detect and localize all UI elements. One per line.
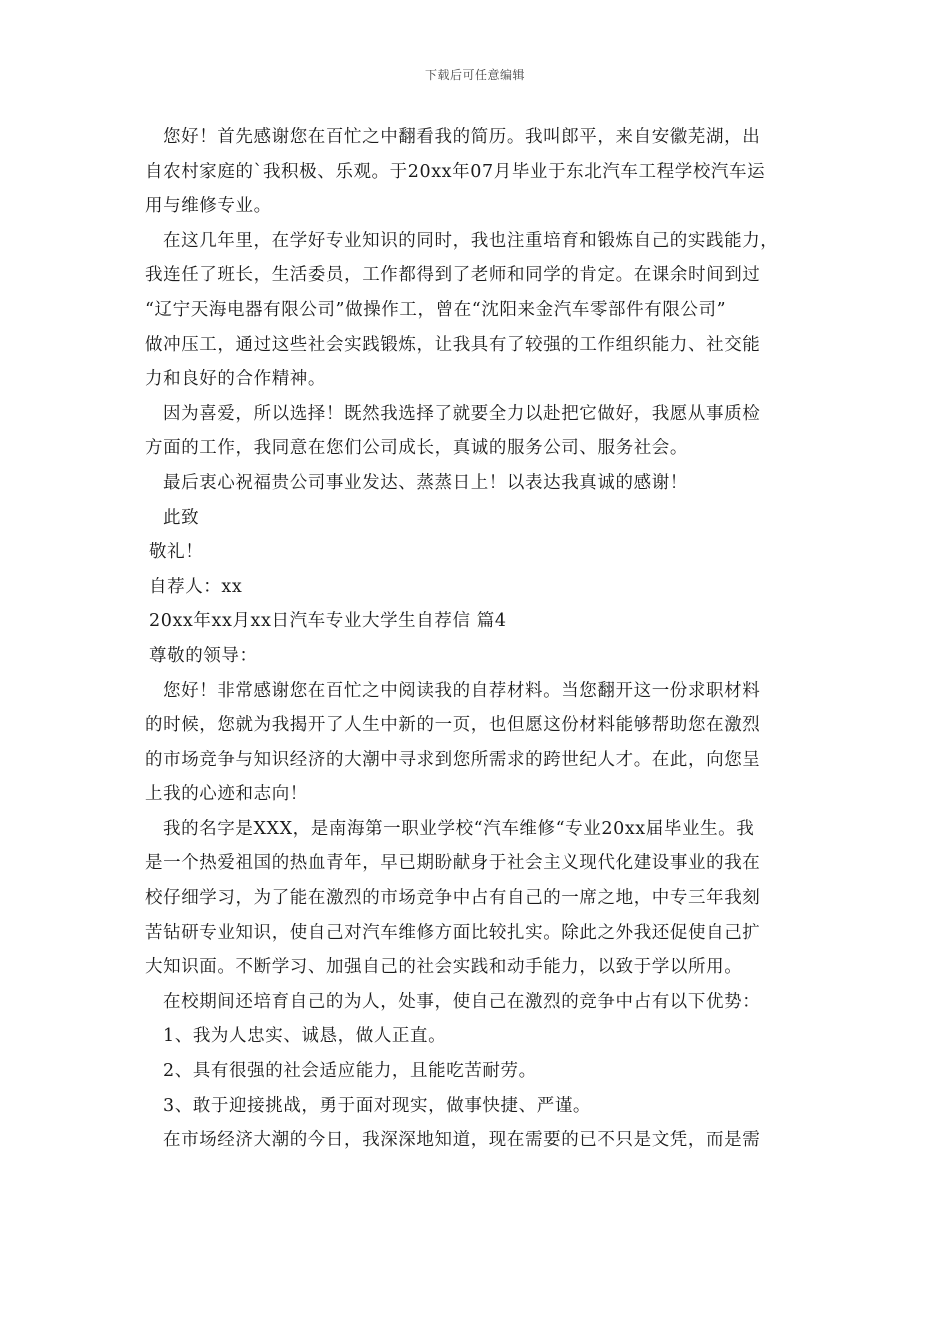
text-line: 敬礼！ xyxy=(149,542,204,563)
text-line: 最后衷心祝福贵公司事业发达、蒸蒸日上！以表达我真诚的感谢！ xyxy=(163,472,688,493)
text-line: 是一个热爱祖国的热血青年，早已期盼献身于社会主义现代化建设事业的我在 xyxy=(145,853,761,874)
text-line: 此致 xyxy=(163,507,200,528)
text-line: 3、敢于迎接挑战，勇于面对现实，做事快捷、严谨。 xyxy=(163,1095,592,1116)
text-line: 在这几年里，在学好专业知识的同时，我也注重培育和锻炼自己的实践能力， xyxy=(163,230,779,251)
text-line: 苦钻研专业知识，使自己对汽车维修方面比较扎实。除此之外我还促使自己扩 xyxy=(145,922,761,943)
text-line: 自农村家庭的`我积极、乐观。于20xx年07月毕业于东北汽车工程学校汽车运 xyxy=(145,161,766,182)
text-line: 您好！首先感谢您在百忙之中翻看我的简历。我叫郎平，来自安徽芜湖，出 xyxy=(163,127,761,147)
text-line: 在市场经济大潮的今日，我深深地知道，现在需要的已不只是文凭，而是需 xyxy=(163,1130,761,1151)
text-line: 做冲压工，通过这些社会实践锻炼，让我具有了较强的工作组织能力、社交能 xyxy=(145,334,761,355)
text-line: 的时候，您就为我揭开了人生中新的一页，也但愿这份材料能够帮助您在激烈 xyxy=(145,715,761,736)
text-line: 尊敬的领导： xyxy=(149,645,258,666)
document-body xyxy=(145,120,817,1158)
page-header: 下载后可任意编辑 xyxy=(424,68,525,82)
text-line: 大知识面。不断学习、加强自己的社会实践和动手能力，以致于学以所用。 xyxy=(145,957,743,978)
text-line: 20xx年xx月xx日汽车专业大学生自荐信 篇4 xyxy=(149,611,507,632)
text-line: 我连任了班长，生活委员，工作都得到了老师和同学的肯定。在课余时间到过 xyxy=(145,265,761,286)
text-line: 用与维修专业。 xyxy=(145,196,272,217)
text-line: 因为喜爱，所以选择！既然我选择了就要全力以赴把它做好，我愿从事质检 xyxy=(163,403,761,424)
text-line: 2、具有很强的社会适应能力，且能吃苦耐劳。 xyxy=(163,1061,537,1082)
text-line: “辽宁天海电器有限公司”做操作工，曾在“沈阳来金汽车零部件有限公司” xyxy=(145,299,727,320)
text-line: 力和良好的合作精神。 xyxy=(145,369,326,390)
text-line: 自荐人：xx xyxy=(149,576,243,597)
text-line: 我的名字是XXX，是南海第一职业学校“汽车维修“专业20xx届毕业生。我 xyxy=(163,818,755,839)
text-line: 校仔细学习，为了能在激烈的市场竞争中占有自己的一席之地，中专三年我刻 xyxy=(145,888,761,909)
text-line: 的市场竞争与知识经济的大潮中寻求到您所需求的跨世纪人才。在此，向您呈 xyxy=(145,749,761,770)
text-line: 您好！非常感谢您在百忙之中阅读我的自荐材料。当您翻开这一份求职材料 xyxy=(163,680,761,701)
text-line: 方面的工作，我同意在您们公司成长，真诚的服务公司、服务社会。 xyxy=(145,438,688,459)
text-line: 上我的心迹和志向！ xyxy=(145,784,308,805)
text-line: 1、我为人忠实、诚恳，做人正直。 xyxy=(163,1026,447,1047)
text-line: 在校期间还培育自己的为人，处事，使自己在激烈的竞争中占有以下优势： xyxy=(163,991,761,1012)
